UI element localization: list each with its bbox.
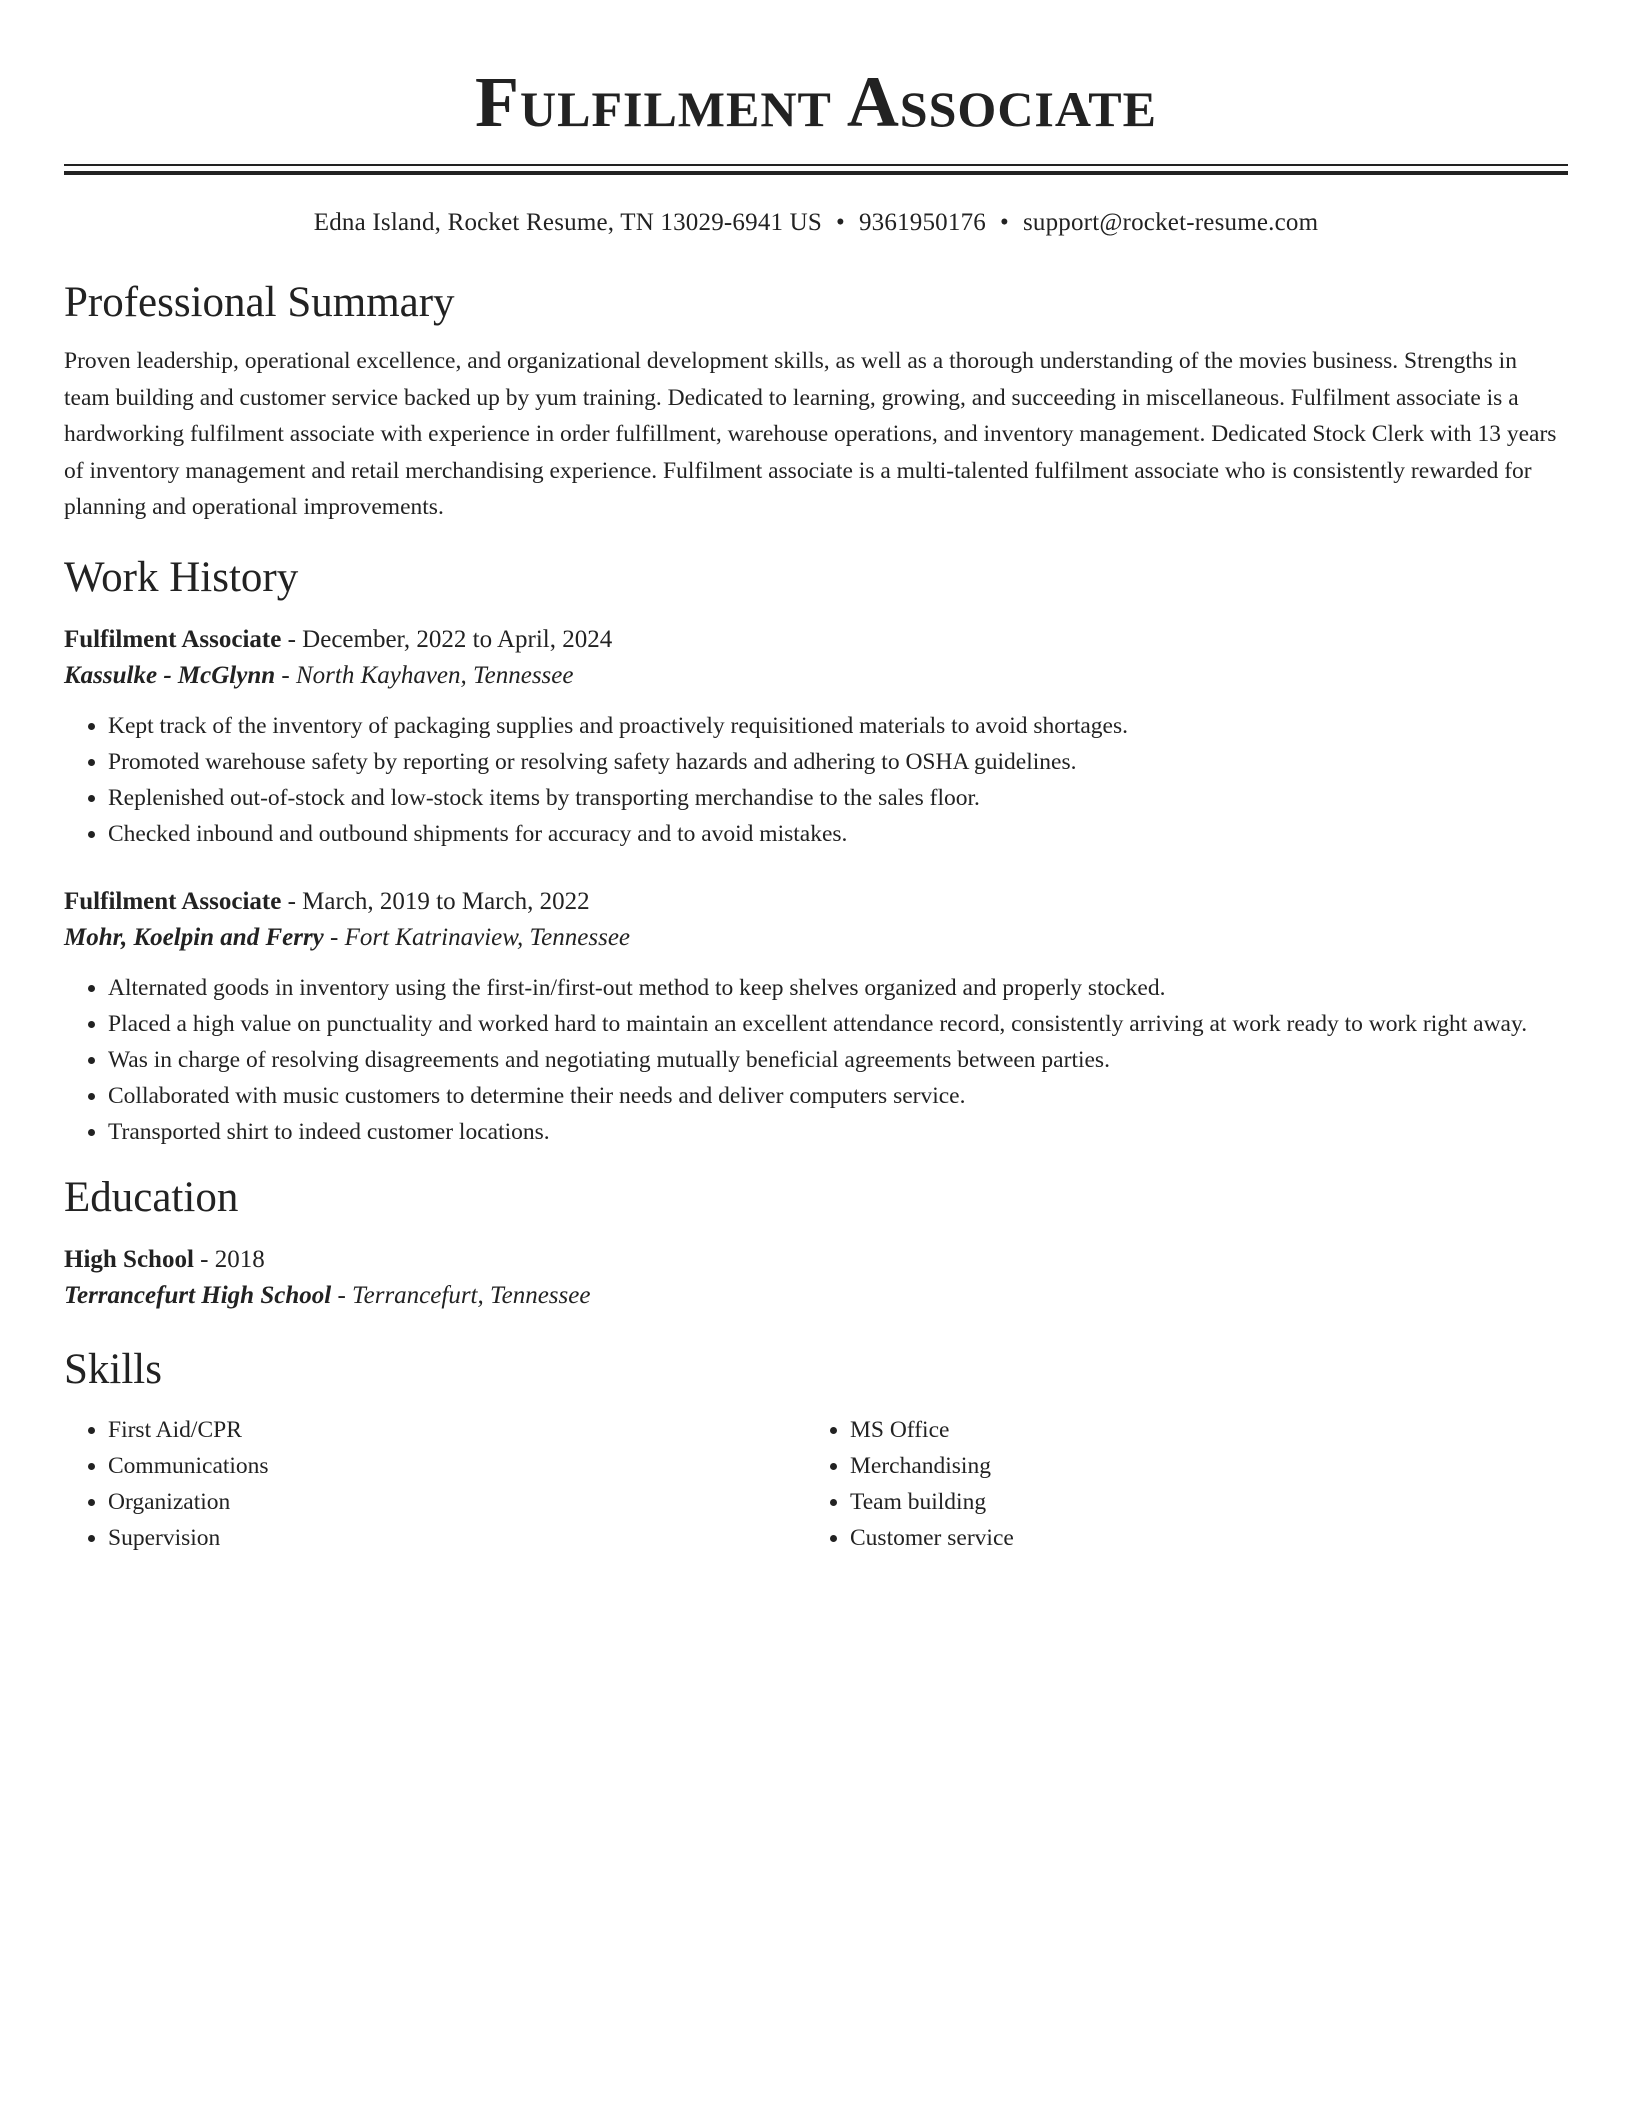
skill-item: • Organization <box>108 1484 806 1520</box>
job-title: Fulfilment Associate <box>64 625 282 653</box>
contact-separator: • <box>836 209 845 236</box>
job-bullet: • Was in charge of resolving disagreements and negotiating mutually beneficial agreements between parties. <box>108 1042 1568 1078</box>
contact-line <box>64 207 1568 239</box>
skill-item: • Merchandising <box>850 1448 1566 1484</box>
job-bullet: • Placed a high value on punctuality and worked hard to maintain an excellent attendance record, consistently arriving at work ready to work right away. <box>108 1006 1568 1042</box>
education-heading: Education <box>64 1173 239 1221</box>
contact-address: Edna Island, Rocket Resume, TN 13029-6941 US <box>313 209 823 236</box>
education-entry <box>64 1242 1568 1314</box>
resume-title: Fulfilment Associate <box>475 62 1157 142</box>
job-title-line <box>64 884 1568 920</box>
education-school-line <box>64 1278 1568 1314</box>
contact-separator: • <box>999 209 1009 236</box>
education-location: - Terrancefurt, Tennessee <box>331 1281 591 1309</box>
job-entry <box>64 884 1568 1150</box>
education-degree-line <box>64 1242 1568 1278</box>
job-company: Mohr, Koelpin and Ferry <box>64 923 324 951</box>
job-company-line <box>64 658 1568 694</box>
job-bullet: • Kept track of the inventory of packaging supplies and proactively requisitioned materials to avoid shortages. <box>108 708 1568 744</box>
education-school: Terrancefurt High School <box>64 1281 332 1309</box>
skill-item: • Supervision <box>108 1520 806 1556</box>
job-bullets <box>64 708 1568 852</box>
education-degree: High School <box>64 1245 194 1273</box>
job-title: Fulfilment Associate <box>64 887 282 915</box>
skill-item: • Team building <box>850 1484 1566 1520</box>
skill-item: • MS Office <box>850 1412 1566 1448</box>
job-location: - Fort Katrinaview, Tennessee <box>323 923 631 951</box>
job-dates: - March, 2019 to March, 2022 <box>281 887 590 915</box>
job-company-line <box>64 920 1568 956</box>
work-history-heading: Work History <box>64 553 299 601</box>
skill-item: • Communications <box>108 1448 806 1484</box>
summary-text: Proven leadership, operational excellence, and organizational development skills, as well as a thorough understanding of the movies business. Strengths in team building and customer service backed up by yum training. Dedicated to learning, growing, and succeeding in miscellaneous. Fulfilment associate is a hardworking fulfilment associate with experience in order fulfillment, warehouse operations, and inventory management. Dedicated Stock Clerk with 13 years of inventory management and retail merchandising experience. Fulfilment associate is a multi-talented fulfilment associate who is consistently rewarded for planning and operational improvements. <box>64 348 1557 520</box>
summary-heading: Professional Summary <box>64 279 455 326</box>
job-entry <box>64 622 1568 852</box>
education-year: - 2018 <box>193 1245 265 1273</box>
job-bullet: • Collaborated with music customers to determine their needs and deliver computers service. <box>108 1078 1568 1114</box>
job-bullet: • Alternated goods in inventory using the first-in/first-out method to keep shelves organized and properly stocked. <box>108 970 1568 1006</box>
job-bullet: • Transported shirt to indeed customer locations. <box>108 1114 1568 1150</box>
skills-grid <box>64 1412 1568 1556</box>
job-title-line <box>64 622 1568 658</box>
job-bullet: • Replenished out-of-stock and low-stock items by transporting merchandise to the sales floor. <box>108 780 1568 816</box>
title-divider <box>64 164 1568 175</box>
job-bullet: • Promoted warehouse safety by reporting or resolving safety hazards and adhering to OSHA guidelines. <box>108 744 1568 780</box>
job-location: - North Kayhaven, Tennessee <box>275 661 574 689</box>
skills-heading: Skills <box>64 1345 162 1393</box>
skills-list-left <box>64 1412 806 1556</box>
contact-phone: 9361950176 <box>858 209 986 236</box>
skill-item: • First Aid/CPR <box>108 1412 806 1448</box>
job-company: Kassulke - McGlynn <box>64 661 276 689</box>
job-bullets <box>64 970 1568 1150</box>
skills-list-right <box>806 1412 1566 1556</box>
skill-item: • Customer service <box>850 1520 1566 1556</box>
job-bullet: • Checked inbound and outbound shipments for accuracy and to avoid mistakes. <box>108 816 1568 852</box>
contact-email: support@rocket-resume.com <box>1022 209 1319 236</box>
job-dates: - December, 2022 to April, 2024 <box>281 625 613 653</box>
